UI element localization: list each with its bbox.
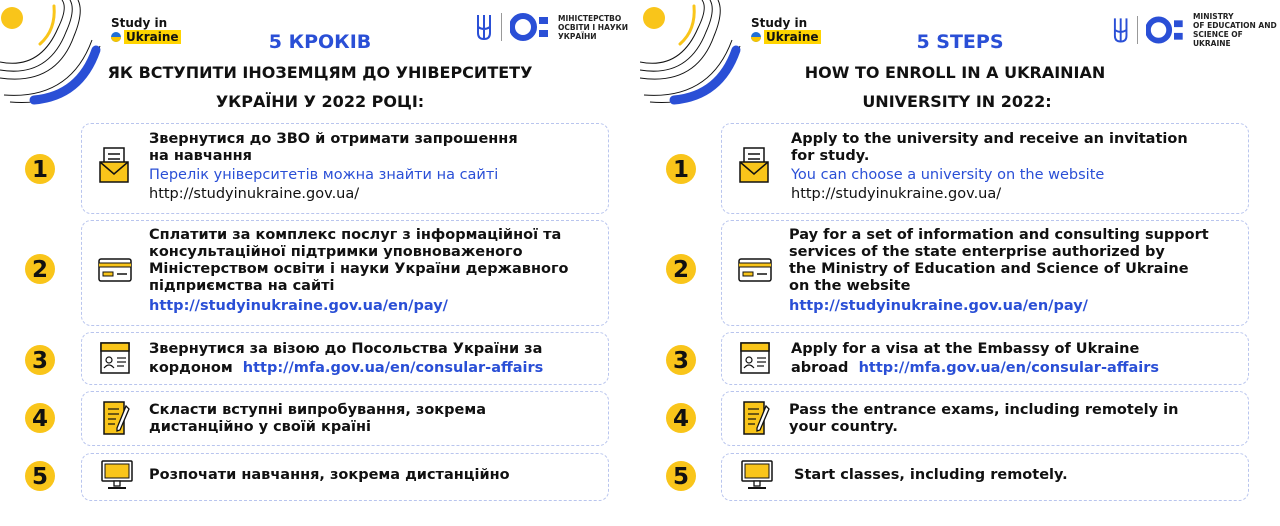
ministry-line1: МІНІСТЕРСТВО — [558, 13, 622, 23]
step-number-badge: 5 — [666, 461, 696, 491]
ministry-line3: УКРАЇНИ — [558, 31, 597, 41]
step-text: services of the state enterprise authorized by — [789, 244, 1165, 260]
step-number-badge: 1 — [666, 154, 696, 184]
step-text: на навчання — [149, 148, 252, 164]
step-number-badge: 4 — [666, 403, 696, 433]
ministry-line1: MINISTRY — [1192, 12, 1234, 21]
step-number-badge: 3 — [666, 345, 696, 375]
step-text: Pass the entrance exams, including remotely in — [789, 402, 1179, 418]
page-subtitle-line2: UNIVERSITY IN 2022: — [862, 92, 1052, 111]
step-text: for study. — [791, 148, 870, 164]
page-subtitle-line2: УКРАЇНИ У 2022 РОЦІ: — [215, 92, 425, 111]
step-subtext: Перелік університетів можна знайти на сайті — [149, 167, 499, 183]
step-text: дистанційно у своїй країні — [149, 419, 371, 435]
step-number-badge: 2 — [666, 254, 696, 284]
step-text: Start classes, including remotely. — [794, 467, 1068, 483]
step-text: the Ministry of Education and Science of Ukraine — [789, 261, 1189, 277]
brand-line1: Study in — [751, 16, 808, 30]
step-text: підприємства на сайті — [149, 278, 335, 294]
page-title: 5 STEPS — [916, 31, 1004, 53]
step-text: Звернутися до ЗВО й отримати запрошення — [149, 131, 518, 147]
credit-card-icon — [738, 258, 772, 282]
step-text: your country. — [789, 419, 898, 435]
step-number-badge: 5 — [25, 461, 55, 491]
step-url-link[interactable]: http://studyinukraine.gov.ua/ — [791, 186, 1002, 202]
step-text: abroad — [791, 360, 849, 376]
envelope-icon — [98, 146, 130, 184]
step-number-badge: 4 — [25, 403, 55, 433]
monitor-icon — [740, 459, 774, 491]
step-number-badge: 3 — [25, 345, 55, 375]
step-subtext: You can choose a university on the website — [791, 167, 1105, 183]
credit-card-icon — [98, 258, 132, 282]
page-subtitle-line1: ЯК ВСТУПИТИ ІНОЗЕМЦЯМ ДО УНІВЕРСИТЕТУ — [107, 63, 533, 82]
step-text: Apply for a visa at the Embassy of Ukraine — [791, 341, 1140, 357]
panel-english — [640, 0, 1280, 526]
step-text: Сплатити за комплекс послуг з інформаційної та — [149, 227, 562, 243]
ministry-line2: OF EDUCATION AND — [1192, 21, 1277, 30]
ministry-line2: ОСВІТИ І НАУКИ — [558, 22, 629, 32]
step-number-badge: 1 — [25, 154, 55, 184]
step-text: кордоном — [149, 360, 233, 376]
ministry-line3: SCIENCE OF UKRAINE — [1192, 30, 1243, 48]
document-pen-icon — [742, 400, 770, 436]
step-url-link[interactable]: http://mfa.gov.ua/en/consular-affairs — [242, 360, 544, 376]
step-url-link[interactable]: http://mfa.gov.ua/en/consular-affairs — [858, 360, 1160, 376]
document-pen-icon — [102, 400, 130, 436]
page-subtitle-line1: HOW TO ENROLL IN A UKRAINIAN — [804, 63, 1106, 82]
step-text: Міністерством освіти і науки України державного — [149, 261, 569, 277]
step-number-badge: 2 — [25, 254, 55, 284]
step-text: on the website — [789, 278, 911, 294]
page-title: 5 КРОКІВ — [268, 31, 372, 53]
envelope-icon — [738, 146, 770, 184]
monitor-icon — [100, 459, 134, 491]
brand-line1: Study in — [111, 16, 168, 30]
step-text: Скласти вступні випробування, зокрема — [149, 402, 486, 418]
step-url-link[interactable]: http://studyinukraine.gov.ua/en/pay/ — [789, 298, 1088, 314]
step-url-link[interactable]: http://studyinukraine.gov.ua/en/pay/ — [149, 298, 448, 314]
step-text: Розпочати навчання, зокрема дистанційно — [149, 467, 510, 483]
step-text: Звернутися за візою до Посольства України за — [149, 341, 543, 357]
passport-icon — [99, 341, 131, 375]
step-url-link[interactable]: http://studyinukraine.gov.ua/ — [149, 186, 360, 202]
brand-line2: Ukraine — [126, 30, 179, 44]
brand-line2: Ukraine — [766, 30, 819, 44]
step-text: Pay for a set of information and consulting support — [789, 227, 1209, 243]
step-text: консультаційної підтримки уповноваженого — [149, 244, 523, 260]
step-text: Apply to the university and receive an invitation — [791, 131, 1188, 147]
passport-icon — [739, 341, 771, 375]
